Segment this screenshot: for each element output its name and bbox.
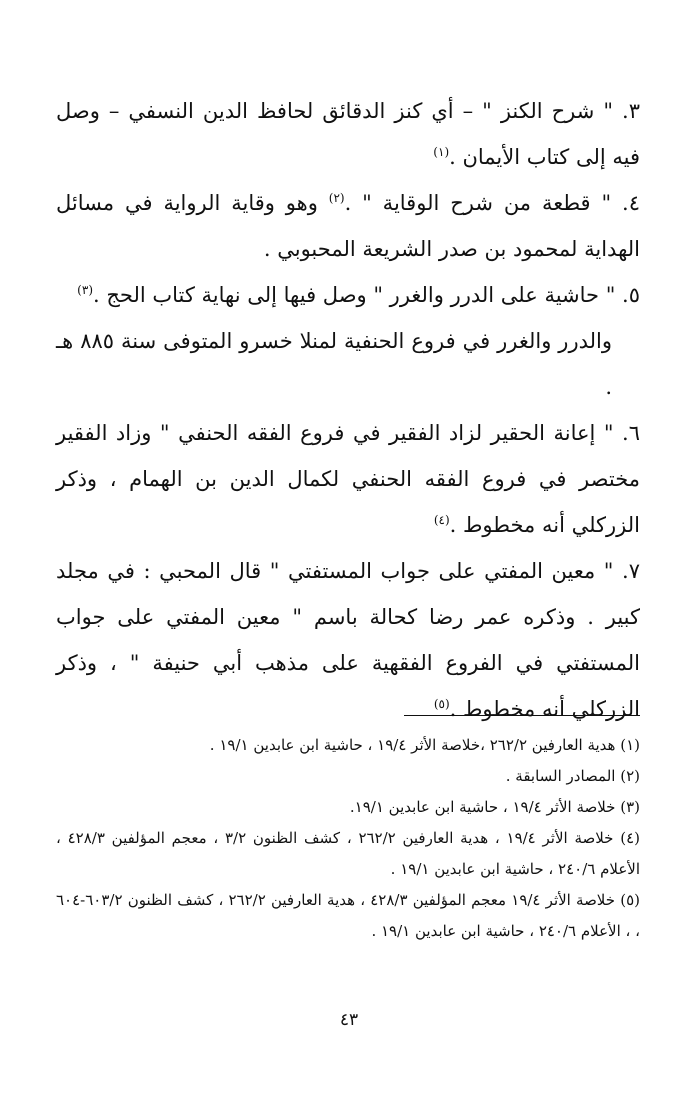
footnote-1: (١) هدية العارفين ٢٦٢/٢ ،خلاصة الأثر ١٩/٤ ، حاشية ابن عابدين ١٩/١ . xyxy=(209,736,640,754)
footnote-ref-3: (٣) xyxy=(77,283,93,297)
entry-5-text: ٥. " حاشية على الدرر والغرر " وصل فيها إلى نهاية كتاب الحج . xyxy=(93,283,640,307)
entry-7 xyxy=(56,548,640,732)
footnote-ref-1: (١) xyxy=(433,145,450,159)
entry-7-text: ٧. " معين المفتي على جواب المستفتي " قال المحبي : في مجلد كبير . وذكره عمر رضا كحالة باسم " معين المفتي على جواب المستفتي في الفروع الفقهية على مذهب أبي حنيفة " ، وذكر الزركلي أنه مخطوط . xyxy=(56,559,640,721)
footnote-separator xyxy=(404,715,640,716)
entry-5-note-text: والدرر والغرر في فروع الحنفية لمنلا خسرو المتوفى سنة ٨٨٥ هـ . xyxy=(56,329,612,399)
footnote-4: (٤) خلاصة الأثر ١٩/٤ ، هدية العارفين ٢٦٢/٢ ، كشف الظنون ٣/٢ ، معجم المؤلفين ٤٢٨/٣ ، الأعلام ٢٤٠/٦ ، حاشية ابن عابدين ١٩/١ . xyxy=(56,829,640,878)
main-text xyxy=(56,88,640,732)
footnote-5: (٥) خلاصة الأثر ١٩/٤ معجم المؤلفين ٤٢٨/٣ ، هدية العارفين ٢٦٢/٢ ، كشف الظنون ٦٠٣/٢-٦٠٤ ، ، الأعلام ٢٤٠/٦ ، حاشية ابن عابدين ١٩/١ . xyxy=(56,891,640,940)
footnote-ref-2: (٢) xyxy=(328,191,345,205)
entry-3 xyxy=(56,88,640,180)
entry-4-text: ٤. " قطعة من شرح الوقاية " . xyxy=(344,191,640,215)
entry-6 xyxy=(56,410,640,548)
footnote-3: (٣) خلاصة الأثر ١٩/٤ ، حاشية ابن عابدين ١٩/١. xyxy=(349,798,640,816)
footnote-ref-5: (٥) xyxy=(433,697,450,711)
entry-5-note xyxy=(56,318,640,410)
page-number: ٤٣ xyxy=(339,1010,359,1030)
entry-4-continuation: وهو وقاية الرواية في مسائل الهداية لمحمود بن صدر الشريعة المحبوبي . xyxy=(56,191,640,261)
entry-3-text: ٣. " شرح الكنز " – أي كنز الدقائق لحافظ الدين النسفي – وصل فيه إلى كتاب الأيمان . xyxy=(56,99,640,169)
footnote-2: (٢) المصادر السابقة . xyxy=(505,767,640,785)
entry-6-text: ٦. " إعانة الحقير لزاد الفقير في فروع الفقه الحنفي " وزاد الفقير مختصر في فروع الفقه الحنفي لكمال الدين بن الهمام ، وذكر الزركلي أنه مخطوط . xyxy=(56,421,640,537)
footnotes xyxy=(56,730,640,947)
entry-4 xyxy=(56,180,640,272)
footnote-ref-4: (٤) xyxy=(433,513,450,527)
entry-5 xyxy=(56,272,640,318)
